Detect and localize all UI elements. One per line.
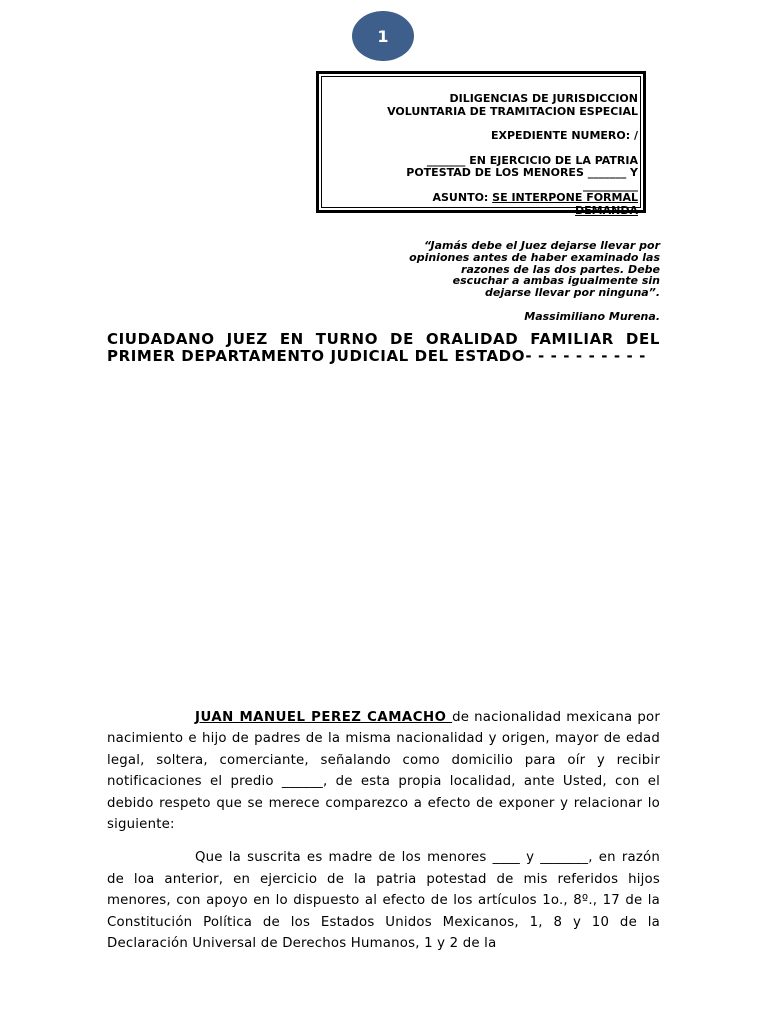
asunto-label: ASUNTO: <box>432 191 493 204</box>
document-body <box>107 707 660 966</box>
quote-line-5: dejarse llevar por ninguna”. <box>485 286 660 300</box>
paragraph-1-text: de nacionalidad mexicana por nacimiento e hijo de padres de la misma nacionalidad y origen, mayor de edad legal, soltera, comerciante, señalando como domicilio para oír y recibir notificaciones el predio ______, de esta propia localidad, ante Usted, con el debido respeto que se merece comparezco a efecto de exponer y relacionar lo siguiente: <box>107 710 660 833</box>
header-line-4: _______ EN EJERCICIO DE LA PATRIA <box>426 153 638 167</box>
quote-line-4: escuchar a ambas igualmente sin <box>452 274 660 288</box>
addressee-heading: CIUDADANO JUEZ EN TURNO DE ORALIDAD FAMILIAR DEL PRIMER DEPARTAMENTO JUDICIAL DEL ESTADO- - - - - - - - - - <box>107 330 660 365</box>
header-line-1: DILIGENCIAS DE JURISDICCION <box>449 92 638 105</box>
asunto-value-2: DEMANDA <box>575 203 638 217</box>
quote-line-1: “Jamás debe el Juez dejarse llevar por <box>423 239 660 252</box>
header-line-2: VOLUNTARIA DE TRAMITACION ESPECIAL <box>387 104 638 118</box>
quote-line-3: razones de las dos partes. Debe <box>461 262 660 276</box>
page-number-badge: 1 <box>352 11 414 61</box>
epigraph-quote <box>340 240 660 323</box>
plaintiff-name: JUAN MANUEL PEREZ CAMACHO <box>195 710 453 725</box>
asunto-value-1: SE INTERPONE FORMAL <box>492 191 638 204</box>
case-header-content <box>321 76 641 217</box>
quote-line-2: opiniones antes de haber examinado las <box>409 250 660 264</box>
header-line-6: __________ <box>583 178 638 192</box>
expediente-number: EXPEDIENTE NUMERO: / <box>490 129 638 142</box>
header-line-5: POTESTAD DE LOS MENORES _______ Y <box>406 166 638 179</box>
case-header-box <box>316 71 646 217</box>
quote-author: Massimiliano Murena. <box>524 309 660 323</box>
paragraph-2: Que la suscrita es madre de los menores ____ y _______, en razón de loa anterior, en ejercicio de la patria potestad de mis referidos hijos menores, con apoyo en lo dispuesto al efecto de los artículos 1o., 8º., 17 de la Constitución Política de los Estados Unidos Mexicanos, 1, 8 y 10 de la Declaración Universal de Derechos Humanos, 1 y 2 de la <box>107 850 660 952</box>
asunto-line <box>330 192 638 205</box>
paragraph-1 <box>107 707 660 835</box>
